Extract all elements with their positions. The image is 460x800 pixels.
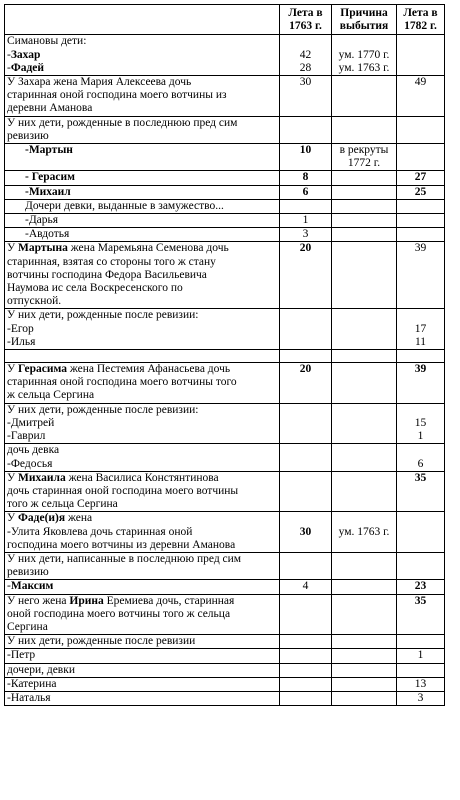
- age-1782-cell: 27: [397, 171, 445, 185]
- age-1782-cell: [397, 663, 445, 677]
- age-1763-cell: [280, 691, 332, 705]
- person-cell: -Максим: [5, 580, 280, 594]
- table-row: [5, 444, 445, 471]
- person-cell: -Михаил: [5, 185, 280, 199]
- table-row: [5, 309, 445, 350]
- person-cell: Дочери девки, выданные в замужество...: [5, 199, 280, 213]
- reason-cell: [332, 214, 397, 228]
- age-1763-cell: 30: [280, 512, 332, 553]
- person-cell: -Наталья: [5, 691, 280, 705]
- age-1782-cell: 17 11: [397, 309, 445, 350]
- age-1782-cell: 23: [397, 580, 445, 594]
- person-cell: У Михаила жена Василиса Констянтинова дочь старинная оной господина моего вотчины того ж сельца Сергина: [5, 471, 280, 512]
- age-1763-cell: 6: [280, 185, 332, 199]
- table-row: [5, 552, 445, 579]
- reason-cell: [332, 403, 397, 444]
- age-1782-cell: [397, 35, 445, 76]
- age-1782-cell: 6: [397, 444, 445, 471]
- age-1782-cell: [397, 635, 445, 649]
- reason-cell: [332, 363, 397, 404]
- census-page: [4, 4, 456, 706]
- table-row: [5, 35, 445, 76]
- age-1763-cell: [280, 552, 332, 579]
- age-1782-cell: 35: [397, 471, 445, 512]
- reason-cell: [332, 228, 397, 242]
- reason-cell: [332, 471, 397, 512]
- person-cell: У них дети, рожденные после ревизии: -Дмитрей -Гаврил: [5, 403, 280, 444]
- table-row: [5, 594, 445, 635]
- header-name: [5, 5, 280, 35]
- person-cell: У Фаде(и)я жена -Улита Яковлева дочь старинная оной господина моего вотчины из деревни Аманова: [5, 512, 280, 553]
- reason-cell: [332, 580, 397, 594]
- age-1763-cell: 10: [280, 144, 332, 171]
- age-1763-cell: [280, 116, 332, 143]
- age-1782-cell: 39: [397, 363, 445, 404]
- age-1763-cell: 20: [280, 242, 332, 309]
- header-row: [5, 5, 445, 35]
- age-1763-cell: 20: [280, 363, 332, 404]
- table-row: [5, 116, 445, 143]
- person-cell: Симановы дети: -Захар -Фадей: [5, 35, 280, 76]
- person-cell: У Захара жена Мария Алексеева дочь старинная оной господина моего вотчины из деревни Аманова: [5, 76, 280, 117]
- age-1763-cell: [280, 403, 332, 444]
- reason-cell: [332, 677, 397, 691]
- reason-cell: [332, 444, 397, 471]
- person-cell: У Мартына жена Маремьяна Семенова дочь старинная, взятая со стороны того ж стану вотчины господина Федора Васильевича Наумова ис села Воскресенского по отпускной.: [5, 242, 280, 309]
- age-1782-cell: 25: [397, 185, 445, 199]
- person-cell: У Герасима жена Пестемия Афанасьева дочь старинная оной господина моего вотчины того ж сельца Сергина: [5, 363, 280, 404]
- reason-cell: [332, 635, 397, 649]
- age-1763-cell: [280, 471, 332, 512]
- age-1782-cell: [397, 116, 445, 143]
- reason-cell: [332, 552, 397, 579]
- age-1763-cell: [280, 594, 332, 635]
- age-1782-cell: 13: [397, 677, 445, 691]
- table-row: [5, 144, 445, 171]
- person-cell: дочь девка -Федосья: [5, 444, 280, 471]
- table-row: [5, 635, 445, 649]
- person-cell: дочери, девки: [5, 663, 280, 677]
- census-table: [4, 4, 445, 706]
- age-1782-cell: 3: [397, 691, 445, 705]
- age-1782-cell: [397, 552, 445, 579]
- table-row: [5, 242, 445, 309]
- person-cell: -Дарья: [5, 214, 280, 228]
- table-row: [5, 214, 445, 228]
- person-cell: У них дети, рожденные после ревизии: -Егор -Илья: [5, 309, 280, 350]
- table-row: [5, 580, 445, 594]
- header-age-1782: Лета в 1782 г.: [397, 5, 445, 35]
- table-row: [5, 663, 445, 677]
- reason-cell: [332, 76, 397, 117]
- age-1763-cell: [280, 663, 332, 677]
- age-1763-cell: [280, 649, 332, 663]
- person-cell: У них дети, рожденные в последнюю пред сим ревизию: [5, 116, 280, 143]
- person-cell: -Авдотья: [5, 228, 280, 242]
- age-1782-cell: 1: [397, 649, 445, 663]
- person-cell: [5, 350, 280, 363]
- person-cell: У них дети, рожденные после ревизии: [5, 635, 280, 649]
- table-row: [5, 512, 445, 553]
- age-1782-cell: [397, 214, 445, 228]
- age-1782-cell: 49: [397, 76, 445, 117]
- table-row: [5, 228, 445, 242]
- header-reason: Причина выбытия: [332, 5, 397, 35]
- reason-cell: [332, 350, 397, 363]
- age-1763-cell: 30: [280, 76, 332, 117]
- age-1763-cell: 3: [280, 228, 332, 242]
- reason-cell: ум. 1763 г.: [332, 512, 397, 553]
- age-1782-cell: [397, 512, 445, 553]
- person-cell: - Герасим: [5, 171, 280, 185]
- table-row: [5, 185, 445, 199]
- table-row: [5, 649, 445, 663]
- reason-cell: [332, 594, 397, 635]
- reason-cell: [332, 663, 397, 677]
- reason-cell: [332, 649, 397, 663]
- age-1763-cell: 4: [280, 580, 332, 594]
- table-row: [5, 171, 445, 185]
- age-1782-cell: 39: [397, 242, 445, 309]
- reason-cell: [332, 242, 397, 309]
- table-row: [5, 403, 445, 444]
- table-row: [5, 76, 445, 117]
- reason-cell: [332, 199, 397, 213]
- age-1782-cell: 15 1: [397, 403, 445, 444]
- reason-cell: [332, 185, 397, 199]
- reason-cell: [332, 309, 397, 350]
- table-row: [5, 471, 445, 512]
- age-1763-cell: 8: [280, 171, 332, 185]
- table-row: [5, 677, 445, 691]
- person-cell: У них дети, написанные в последнюю пред сим ревизию: [5, 552, 280, 579]
- age-1782-cell: [397, 199, 445, 213]
- person-cell: У него жена Ирина Еремиева дочь, старинная оной господина моего вотчины того ж сельца Сергина: [5, 594, 280, 635]
- age-1782-cell: [397, 228, 445, 242]
- age-1763-cell: [280, 677, 332, 691]
- person-cell: -Катерина: [5, 677, 280, 691]
- census-rows: [5, 35, 445, 706]
- age-1763-cell: [280, 199, 332, 213]
- reason-cell: [332, 116, 397, 143]
- reason-cell: ум. 1770 г. ум. 1763 г.: [332, 35, 397, 76]
- age-1763-cell: [280, 444, 332, 471]
- reason-cell: в рекруты 1772 г.: [332, 144, 397, 171]
- age-1763-cell: [280, 635, 332, 649]
- table-row: [5, 199, 445, 213]
- table-row: [5, 363, 445, 404]
- age-1763-cell: [280, 309, 332, 350]
- table-row: [5, 691, 445, 705]
- age-1763-cell: [280, 350, 332, 363]
- person-cell: -Петр: [5, 649, 280, 663]
- age-1763-cell: 42 28: [280, 35, 332, 76]
- age-1782-cell: [397, 350, 445, 363]
- age-1782-cell: 35: [397, 594, 445, 635]
- reason-cell: [332, 171, 397, 185]
- age-1782-cell: [397, 144, 445, 171]
- person-cell: -Мартын: [5, 144, 280, 171]
- reason-cell: [332, 691, 397, 705]
- table-row: [5, 350, 445, 363]
- header-age-1763: Лета в 1763 г.: [280, 5, 332, 35]
- age-1763-cell: 1: [280, 214, 332, 228]
